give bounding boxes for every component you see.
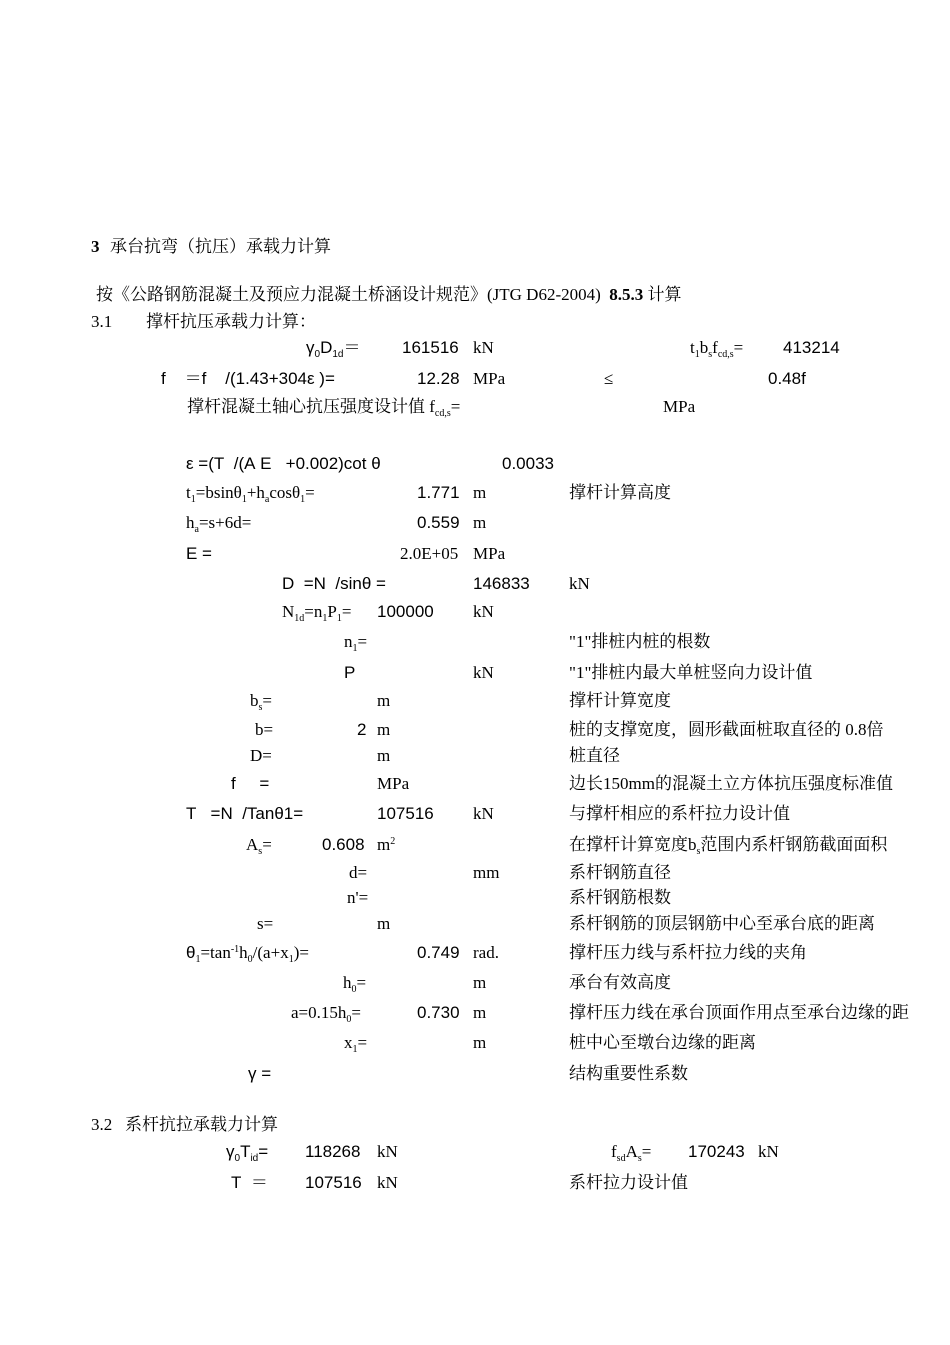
p-unit: kN [473, 663, 494, 682]
es-value: 2.0E+05 [400, 544, 459, 563]
ha-unit: m [473, 513, 487, 532]
x1-unit: m [473, 1033, 487, 1052]
fsd-as-unit: kN [758, 1142, 779, 1161]
t1-unit: m [473, 483, 487, 502]
d-bar-desc: 系杆钢筋直径 [569, 863, 671, 882]
subsection-32-title: 系杆抗拉承载力计算 [125, 1115, 278, 1134]
as-unit: $m^2$ [377, 835, 396, 854]
subsection-31-title: 撑杆抗压承载力计算： [146, 312, 316, 331]
fcds-value: 12.28 [417, 369, 460, 388]
theta1-desc: 撑杆压力线与系杆拉力线的夹角 [569, 943, 807, 962]
epsilon-value: 0.0033 [502, 454, 554, 473]
n1-desc: "1"排桩内桩的根数 [569, 632, 711, 651]
gamma0-tid-unit: kN [377, 1142, 398, 1161]
as-label: $A_s=$ [246, 835, 272, 857]
dpile-unit: m [377, 746, 391, 765]
s-unit: m [377, 914, 391, 933]
fcds-limit: 0.48f [768, 369, 806, 388]
d-bar-label: d= [349, 863, 368, 882]
dpile-desc: 桩直径 [569, 746, 620, 765]
code-basis: 按《公路钢筋混凝土及预应力混凝土桥涵设计规范》(JTG D62-2004) 8.5.3 计算 [96, 285, 682, 304]
fcds-desc: 撑杆混凝土轴心抗压强度设计值 $f_{cd,s}=$ [187, 397, 461, 419]
t2-label: T ＝ [231, 1173, 268, 1192]
gamma0-d1d-value: 161516 [402, 338, 459, 357]
p-label: P [344, 663, 356, 682]
h0-desc: 承台有效高度 [569, 973, 671, 992]
n1-label: $n_1=$ [344, 632, 368, 654]
epsilon-formula: ε =(T /(A E +0.002)cot θ [186, 454, 381, 473]
h0-label: $h_0=$ [343, 973, 367, 995]
fcds-desc-unit: MPa [663, 397, 696, 416]
b-label: b= [255, 720, 274, 739]
p-desc: "1"排桩内最大单桩竖向力设计值 [569, 663, 813, 682]
section-number: 3 [91, 237, 100, 256]
as-value: 0.608 [322, 835, 365, 854]
td-value: 107516 [377, 804, 434, 823]
fcuk-label: f = [231, 774, 270, 793]
nprime-label: n'= [347, 888, 369, 907]
fcuk-unit: MPa [377, 774, 410, 793]
dpile-label: D= [250, 746, 272, 765]
theta1-formula: $\theta_1=\tan^{-1}h_0/(a+x_1)=$ [186, 943, 309, 965]
d-unit: kN [569, 574, 590, 593]
ha-value: 0.559 [417, 513, 460, 532]
gamma-label: γ = [248, 1064, 272, 1083]
theta1-value: 0.749 [417, 943, 460, 962]
nprime-desc: 系杆钢筋根数 [569, 888, 671, 907]
s-label: s= [257, 914, 274, 933]
t1bsfcd-label: $t_1b_sf_{cd,s}=$ [690, 338, 744, 360]
gamma0-tid-label: $\gamma_0T_{id}=$ [226, 1142, 269, 1164]
subsection-31-number: 3.1 [91, 312, 113, 331]
b-value: 2 [357, 720, 367, 739]
t1bsfcd-value: 413214 [783, 338, 840, 357]
x1-desc: 桩中心至墩台边缘的距离 [569, 1033, 756, 1052]
bs-label: $b_s=$ [250, 691, 272, 713]
leq-symbol: ≤ [604, 369, 614, 388]
es-label: E = [186, 544, 212, 563]
td-desc: 与撑杆相应的系杆拉力设计值 [569, 804, 790, 823]
es-unit: MPa [473, 544, 506, 563]
td-formula: T =N /Tanθ1= [186, 804, 304, 823]
fcuk-desc: 边长150mm的混凝土立方体抗压强度标准值 [569, 774, 893, 793]
subsection-32-number: 3.2 [91, 1115, 113, 1134]
fsd-as-label: $f_{sd}A_s=$ [611, 1142, 652, 1164]
gamma0-d1d-unit: kN [473, 338, 494, 357]
gamma-desc: 结构重要性系数 [569, 1064, 688, 1083]
gamma0-d1d-label: $\gamma_0D_{1d}=$ [306, 338, 361, 360]
t1-label: $t_1=bsin\theta_1+h_a\cos\theta_1=$ [186, 483, 315, 505]
t1-value: 1.771 [417, 483, 460, 502]
t2-value: 107516 [305, 1173, 362, 1192]
b-desc: 桩的支撑宽度，圆形截面桩取直径的 0.8倍 [569, 720, 884, 739]
a-label: $a=0.15h_0=$ [291, 1003, 361, 1025]
bs-desc: 撑杆计算宽度 [569, 691, 671, 710]
a-desc: 撑杆压力线在承台顶面作用点至承台边缘的距 [569, 1003, 909, 1022]
n1d-unit: kN [473, 602, 494, 621]
n1d-label: $N_{1d}=n_1P_1=$ [282, 602, 352, 624]
t1-desc: 撑杆计算高度 [569, 483, 671, 502]
gamma0-tid-value: 118268 [305, 1142, 361, 1161]
fcds-formula: f ＝f /(1.43+304ε )= [161, 369, 335, 388]
s-desc: 系杆钢筋的顶层钢筋中心至承台底的距离 [569, 914, 875, 933]
a-value: 0.730 [417, 1003, 460, 1022]
theta1-unit: rad. [473, 943, 499, 962]
a-unit: m [473, 1003, 487, 1022]
fsd-as-value: 170243 [688, 1142, 745, 1161]
td-unit: kN [473, 804, 494, 823]
d-value: 146833 [473, 574, 530, 593]
fcds-unit: MPa [473, 369, 506, 388]
x1-label: $x_1=$ [344, 1033, 368, 1055]
as-desc: 在撑杆计算宽度$b_s$范围内系杆钢筋截面面积 [569, 835, 888, 857]
d-bar-unit: mm [473, 863, 500, 882]
t2-unit: kN [377, 1173, 398, 1192]
b-unit: m [377, 720, 391, 739]
d-formula: D =N /sinθ = [282, 574, 386, 593]
h0-unit: m [473, 973, 487, 992]
n1d-value: 100000 [377, 602, 434, 621]
t2-desc: 系杆拉力设计值 [569, 1173, 688, 1192]
bs-unit: m [377, 691, 391, 710]
section-title: 承台抗弯（抗压）承载力计算 [110, 237, 331, 256]
ha-label: $h_a=s+6d=$ [186, 513, 252, 535]
